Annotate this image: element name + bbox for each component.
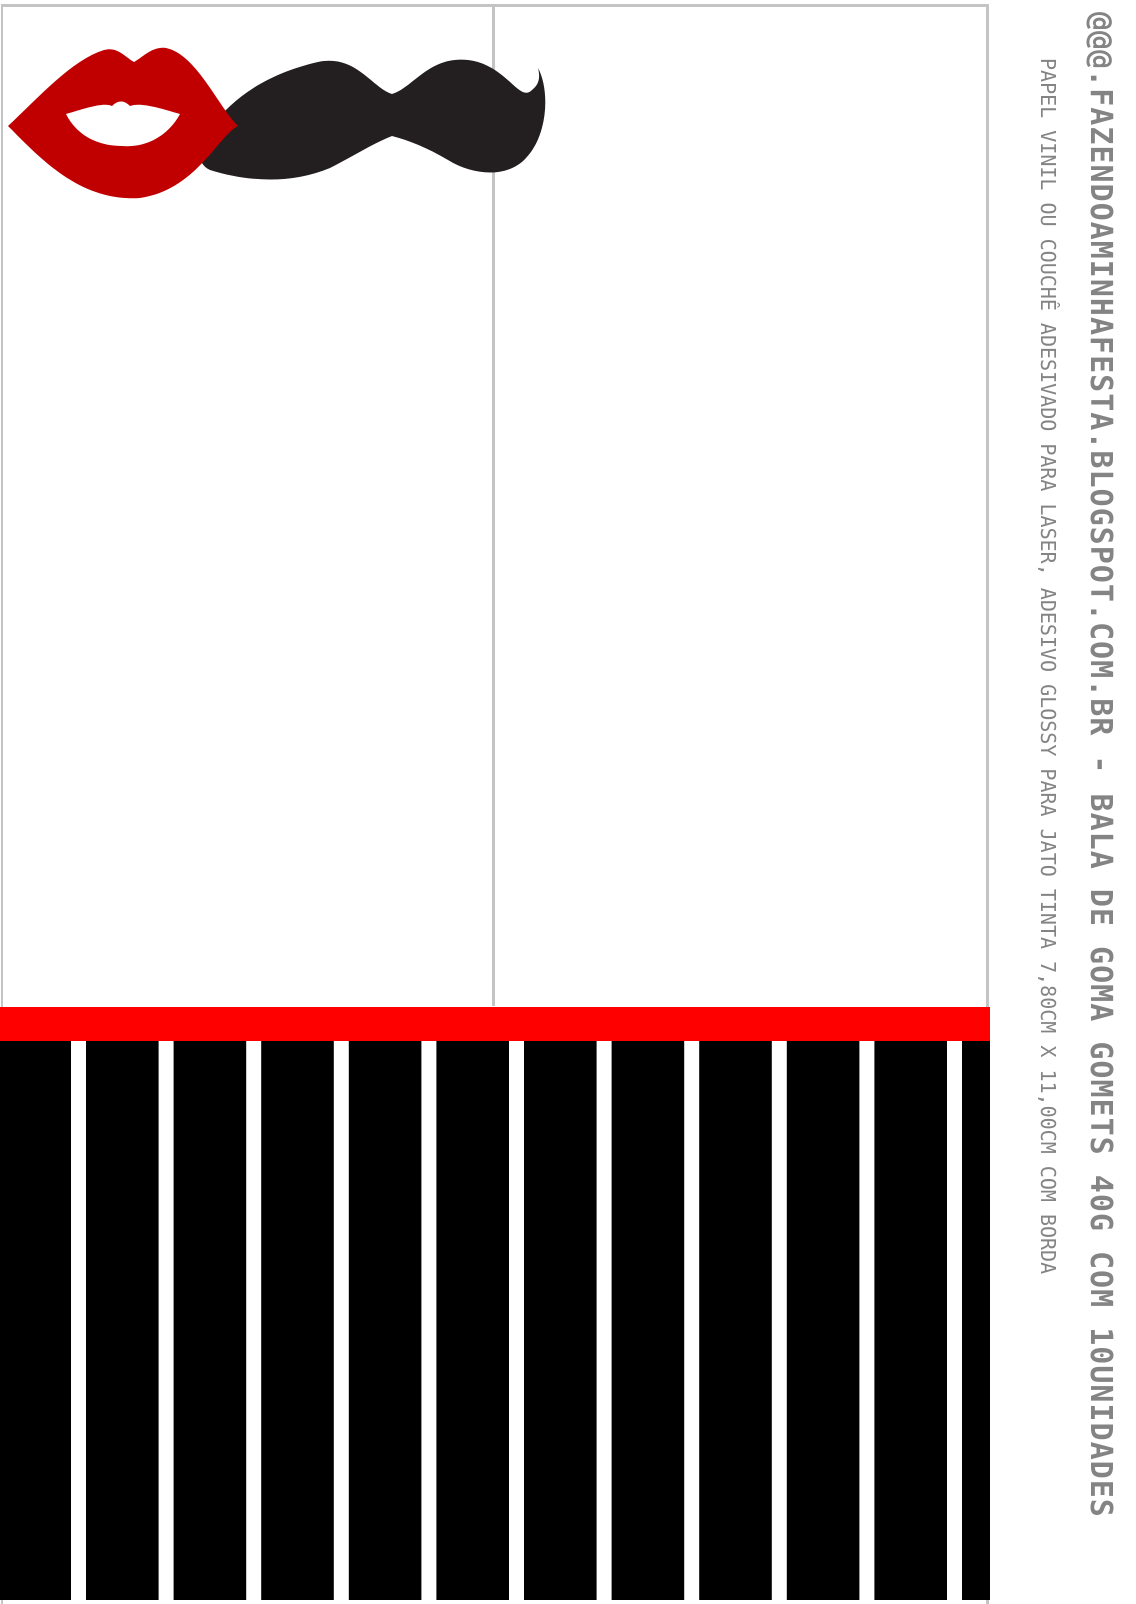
white-stripe bbox=[509, 1041, 524, 1600]
red-band bbox=[0, 1007, 990, 1041]
white-stripe bbox=[334, 1041, 349, 1600]
print-instructions-text: PAPEL VINIL OU COUCHÊ ADESIVADO PARA LASER, ADESIVO GLOSSY PARA JATO TINTA 7,80CM X 11,00CM COM BORDA bbox=[1036, 58, 1060, 1275]
white-stripe bbox=[421, 1041, 436, 1600]
white-stripe bbox=[947, 1041, 962, 1600]
stripe-background bbox=[0, 1041, 990, 1600]
white-stripe bbox=[597, 1041, 612, 1600]
white-stripe bbox=[246, 1041, 261, 1600]
white-stripe bbox=[159, 1041, 174, 1600]
lips-mustache-graphic bbox=[0, 40, 560, 220]
white-stripe bbox=[71, 1041, 86, 1600]
white-stripe bbox=[859, 1041, 874, 1600]
blog-title-text: @@@.FAZENDOAMINHAFESTA.BLOGSPOT.COM.BR - BALA DE GOMA GOMETS 40G COM 10UNIDADES bbox=[1083, 12, 1118, 1518]
white-stripe bbox=[684, 1041, 699, 1600]
white-stripe bbox=[772, 1041, 787, 1600]
mustache-icon bbox=[199, 60, 545, 180]
black-white-stripes bbox=[0, 1041, 990, 1600]
side-caption bbox=[1034, 12, 1120, 1592]
